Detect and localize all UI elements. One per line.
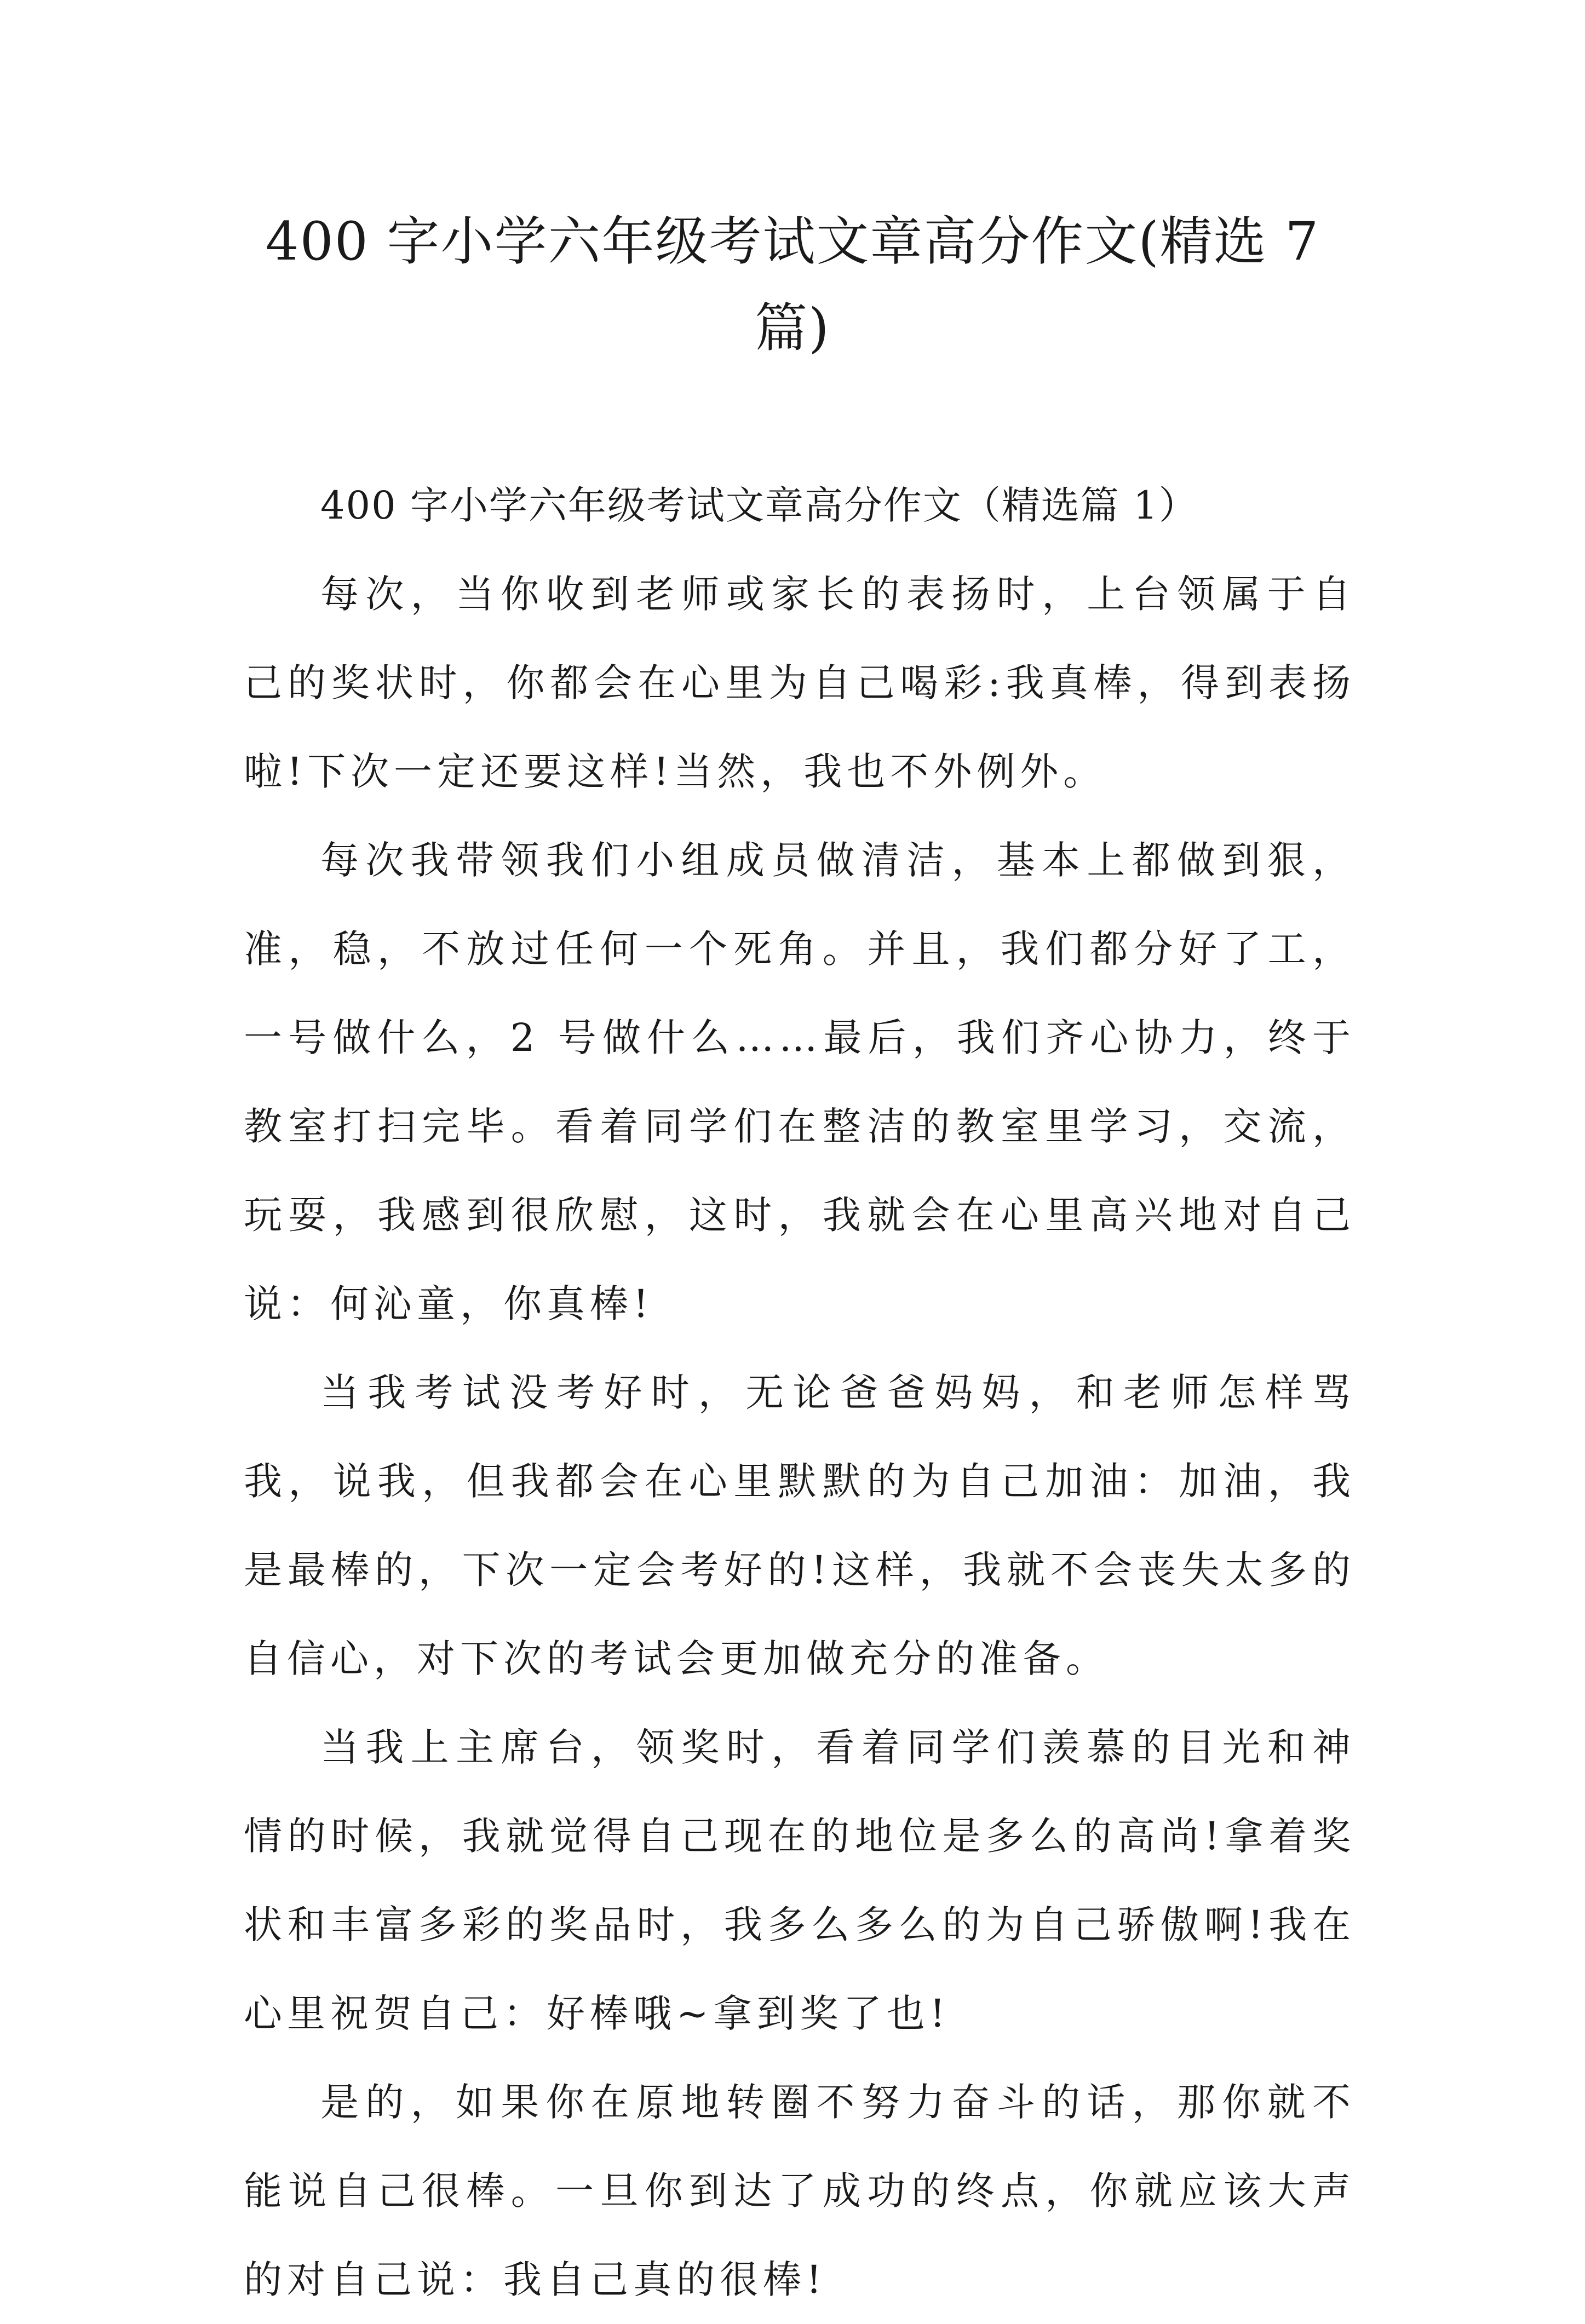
document-title: 400 字小学六年级考试文章高分作文(精选 7 篇) [265, 211, 1320, 359]
paragraph-3: 当我考试没考好时，无论爸爸妈妈，和老师怎样骂我，说我，但我都会在心里默默的为自己加油：加油，我是最棒的，下次一定会考好的!这样，我就不会丧失太多的自信心，对下次的考试会更加做充分的准备。 [244, 1370, 1356, 1681]
paragraph-4: 当我上主席台，领奖时，看着同学们羡慕的目光和神情的时候，我就觉得自己现在的地位是多么的高尚!拿着奖状和丰富多彩的奖品时，我多么多么的为自己骄傲啊!我在心里祝贺自己：好棒哦~拿到奖了也! [244, 1725, 1356, 2036]
paragraph-1: 每次，当你收到老师或家长的表扬时，上台领属于自己的奖状时，你都会在心里为自己喝彩:我真棒，得到表扬啦!下次一定还要这样!当然，我也不外例外。 [244, 572, 1356, 794]
article-body [244, 461, 1356, 2324]
section-heading: 400 字小学六年级考试文章高分作文（精选篇 1） [320, 483, 1198, 528]
paragraph-5: 是的，如果你在原地转圈不努力奋斗的话，那你就不能说自己很棒。一旦你到达了成功的终点，你就应该大声的对自己说：我自己真的很棒! [244, 2080, 1356, 2302]
paragraph-2: 每次我带领我们小组成员做清洁，基本上都做到狠，准，稳，不放过任何一个死角。并且，我们都分好了工，一号做什么，2 号做什么……最后，我们齐心协力，终于教室打扫完毕。看着同学们在整洁的教室里学习，交流，玩耍，我感到很欣慰，这时，我就会在心里高兴地对自己说：何沁童，你真棒! [244, 838, 1356, 1326]
